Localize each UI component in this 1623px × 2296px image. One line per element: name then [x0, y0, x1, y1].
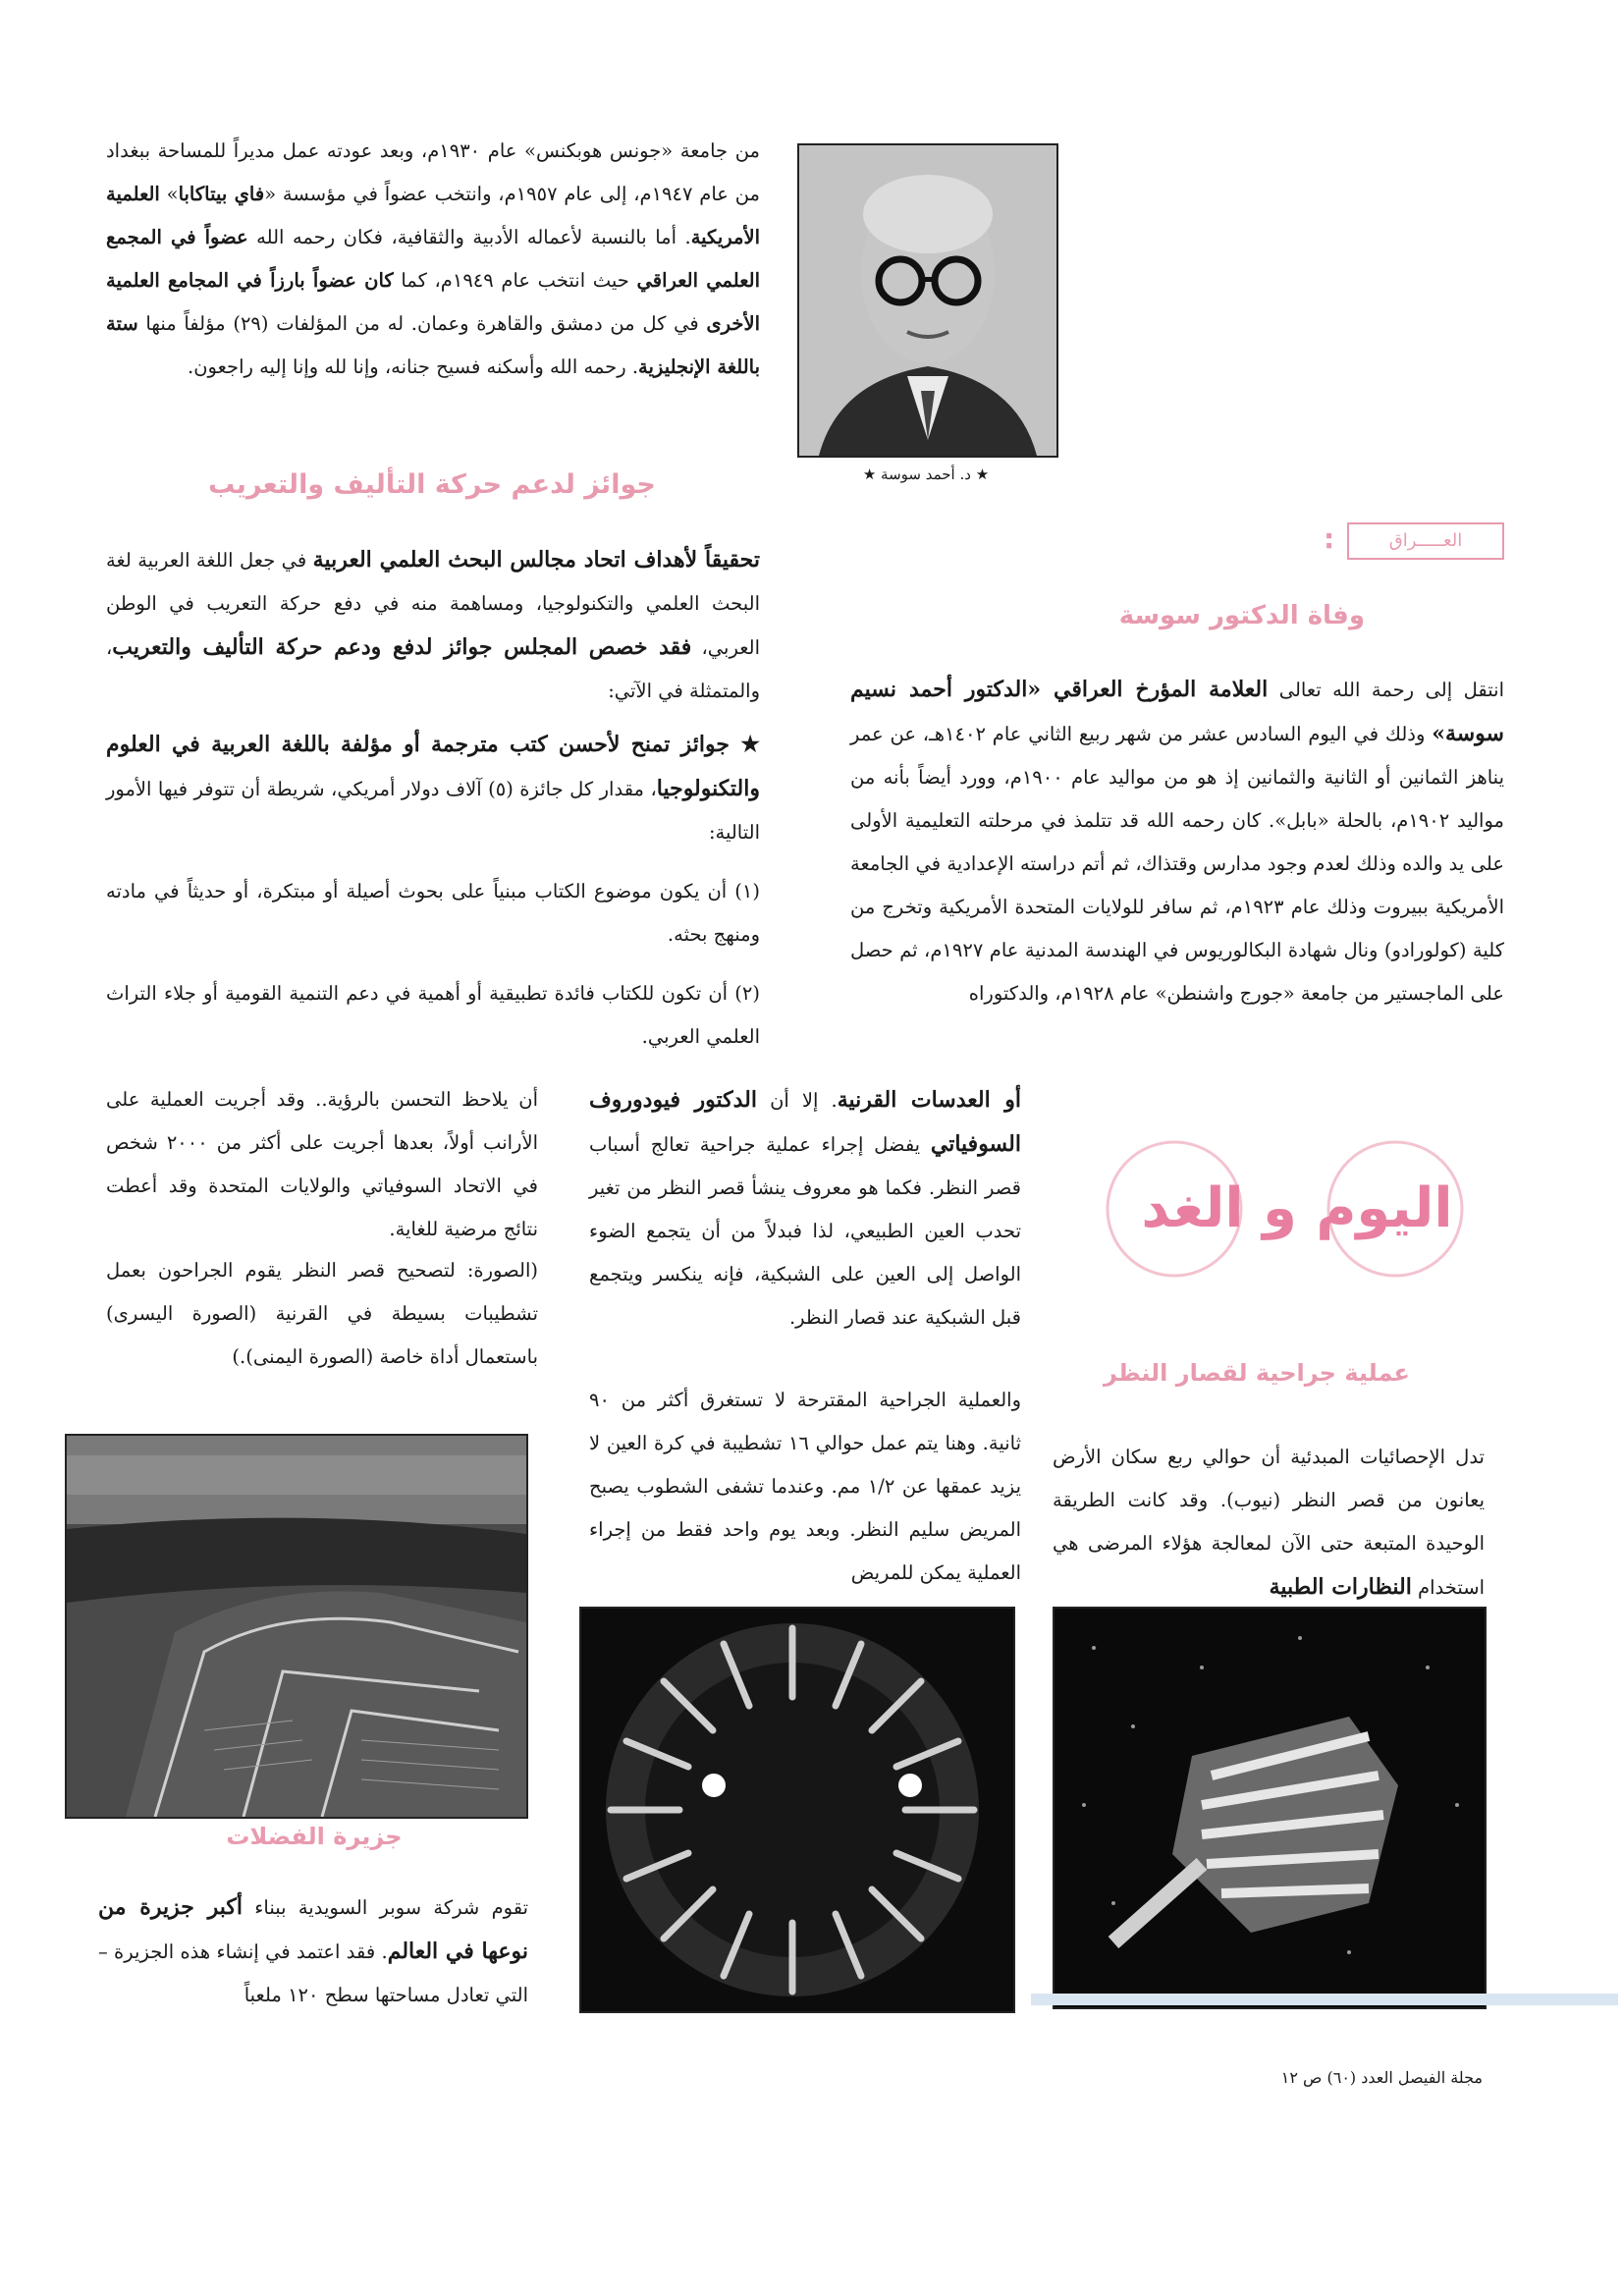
bio-text-3: . أما بالنسبة لأعماله الأدبية والثقافية، فكان رحمه الله — [247, 226, 691, 248]
surgery-c2-bold-2: الدكتور فيودوروف السوفياتي — [589, 1087, 1021, 1157]
iraq-tag-mark: : — [1324, 522, 1335, 555]
surgery-c2-text-2: يفضل إجراء عملية جراحية تعالج أسباب قصر النظر. فكما هو معروف ينشأ قصر النظر من تغير تحدب العين الطبيعي، لذا فبدلاً من أن يتجمع الضوء الواصل إلى العين على الشبكية، فإنه ينكسر ويتجمع قبل الشبكية عند قصار النظر. — [589, 1133, 1021, 1329]
page-footer: مجلة الفيصل العدد (٦٠) ص ١٢ — [1280, 2068, 1483, 2087]
iraq-headline: وفاة الدكتور سوسة — [1118, 601, 1365, 630]
awards-intro-text-2: ، والمتمثلة في الآتي: — [106, 636, 760, 702]
surgery-title: عملية جراحية لقصار النظر — [1104, 1359, 1410, 1387]
awards-item — [106, 723, 760, 854]
bio-bold-4: كان عضواً بارزاً في المجامع العلمية الأخرى — [106, 269, 760, 335]
surgery-col-3: أن يلاحظ التحسن بالرؤية.. وقد أجريت العملية على الأرانب أولاً، بعدها أجريت على أكثر من ٢٠٠٠ شخص في الاتحاد السوفياتي والولايات المتحدة وقد أعطت نتائج مرضية للغاية. — [106, 1088, 539, 1240]
surgery-col-3-p2: (الصورة: لتصحيح قصر النظر يقوم الجراحون بعمل تشطيبات بسيطة في القرنية (الصورة اليسرى) باستعمال أداة خاصة (الصورة اليمنى).) — [106, 1259, 538, 1368]
island-text-1: تقوم شركة سوبر السويدية ببناء — [242, 1896, 529, 1919]
surgery-c1-text: تدل الإحصائيات المبدئية أن حوالي ربع سكان الأرض يعانون من قصر النظر (نيوب). وقد كانت الطريقة الوحيدة المتبعة حتى الآن لمعالجة هؤلاء المرضى هي استخدام — [1053, 1446, 1485, 1599]
surgery-c2-text-1: . إلا أن — [757, 1089, 838, 1112]
surgical-tool-photo — [1053, 1607, 1487, 2009]
bio-text-2: » — [159, 183, 179, 205]
island-title: جزيرة الفضلات — [226, 1823, 403, 1850]
iraq-body — [850, 668, 1504, 1015]
surgery-c1-bold: النظارات الطبية — [1269, 1574, 1412, 1600]
bio-bold-1: فاي بيتاكابا — [178, 183, 265, 205]
portrait-caption: ★ د. أحمد سوسة ★ — [862, 465, 990, 483]
awards-intro-bold-2: فقد خصص المجلس جوائز لدفع ودعم حركة التأليف والتعريب — [112, 634, 692, 660]
iraq-text-1: انتقل إلى رحمة الله تعالى — [1268, 679, 1504, 701]
bio-text-6: . رحمه الله وأسكنه فسيح جنانه، وإنا لله وإنا إليه راجعون. — [188, 355, 639, 378]
island-bold: أكبر جزيرة من نوعها في العالم — [98, 1894, 528, 1964]
iraq-tag-label: العـــــراق — [1388, 530, 1463, 551]
bio-text-4: حيث انتخب عام ١٩٤٩م، كما — [393, 269, 637, 292]
logo-text: اليوم و الغد — [1141, 1176, 1453, 1240]
bio-bold-2: العلمية الأمريكية — [106, 183, 760, 248]
awards-intro-text-1: في جعل اللغة العربية لغة البحث العلمي والتكنولوجيا، ومساهمة منه في دفع حركة التعريب في الوطن العربي، — [106, 549, 760, 659]
surgery-c2-bold-1: أو العدسات القرنية — [837, 1087, 1021, 1113]
iraq-bold-1: العلامة المؤرخ العراقي «الدكتور أحمد نسيم سوسة» — [850, 677, 1504, 746]
bio-continuation — [106, 130, 760, 389]
bio-text-1: من جامعة «جونس هوبكنس» عام ١٩٣٠م، وبعد عودته عمل مديراً للمساحة ببغداد من عام ١٩٤٧م، إلى عام ١٩٥٧م، وانتخب عضواً في مؤسسة « — [106, 139, 760, 205]
awards-item-text: ، مقدار كل جائزة (٥) آلاف دولار أمريكي، شريطة أن تتوفر فيها الأمور التالية: — [106, 778, 760, 844]
island-text-2: . فقد اعتمد في إنشاء هذه الجزيرة – التي تعادل مساحتها سطح ١٢٠ ملعباً — [98, 1941, 528, 2006]
island-aerial-photo — [65, 1434, 528, 1819]
eye-cuts-photo — [579, 1607, 1015, 2013]
surgical-tool-image — [1055, 1609, 1485, 2007]
photo-underline-bar — [1031, 1994, 1618, 2005]
island-image — [67, 1436, 526, 1817]
iraq-tag — [1347, 522, 1504, 560]
bio-text-5: في كل من دمشق والقاهرة وعمان. له من المؤلفات (٢٩) مؤلفاً منها — [137, 312, 707, 335]
island-body — [98, 1886, 528, 2017]
awards-condition-2: (٢) أن تكون للكتاب فائدة تطبيقية أو أهمية في دعم التنمية القومية أو جلاء التراث العلمي العربي. — [106, 982, 760, 1048]
bio-bold-3: عضواً في المجمع العلمي العراقي — [106, 226, 760, 292]
portrait-photo — [797, 143, 1058, 458]
bio-bold-5: ستة باللغة الإنجليزية — [106, 312, 760, 378]
awards-intro-bold-1: تحقيقاً لأهداف اتحاد مجالس البحث العلمي العربية — [312, 547, 760, 573]
awards-item-bold: ★ جوائز تمنح لأحسن كتب مترجمة أو مؤلفة باللغة العربية في العلوم والتكنولوجيا — [106, 732, 760, 801]
surgery-col-2-p2: والعملية الجراحية المقترحة لا تستغرق أكثر من ٩٠ ثانية. وهنا يتم عمل حوالي ١٦ تشطيبة في كرة العين لا يزيد عمقها عن ١/٢ مم. وعندما تشفى الشطوب يصبح المريض سليم النظر. وبعد يوم واحد فقط من إجراء العملية يمكن للمريض — [589, 1389, 1021, 1584]
portrait-image — [799, 145, 1056, 456]
eye-cuts-image — [581, 1609, 1013, 2011]
awards-intro — [106, 538, 760, 713]
awards-condition-1: (١) أن يكون موضوع الكتاب مبنياً على بحوث أصيلة أو مبتكرة، أو حديثاً في مادته ومنهج بحثه. — [106, 880, 760, 946]
today-tomorrow-logo — [1086, 1135, 1508, 1283]
awards-title: جوائز لدعم حركة التأليف والتعريب — [208, 469, 656, 500]
surgery-col-1 — [1053, 1436, 1485, 1610]
surgery-col-2 — [589, 1078, 1021, 1339]
iraq-text-2: وذلك في اليوم السادس عشر من شهر ربيع الثاني عام ١٤٠٢هـ، عن عمر يناهز الثمانين أو الثانية والثمانين إذ هو من مواليد عام ١٩٠٠م، وورد أيضاً بأنه من مواليد ١٩٠٢م، بالحلة «بابل». كان رحمه الله قد تتلمذ في مرحلته التعليمية الأولى على يد والده وذلك لعدم وجود مدارس وقتذاك، ثم أتم دراسته الإعدادية في الجامعة الأمريكية ببيروت وذلك عام ١٩٢٣م، ثم سافر للولايات المتحدة الأمريكية وتخرج من كلية (كولورادو) ونال شهادة البكالوريوس في الهندسة المدنية عام ١٩٢٧م، ثم حصل على الماجستير من جامعة «جورج واشنطن» عام ١٩٢٨م، والدكتوراه — [850, 723, 1504, 1005]
